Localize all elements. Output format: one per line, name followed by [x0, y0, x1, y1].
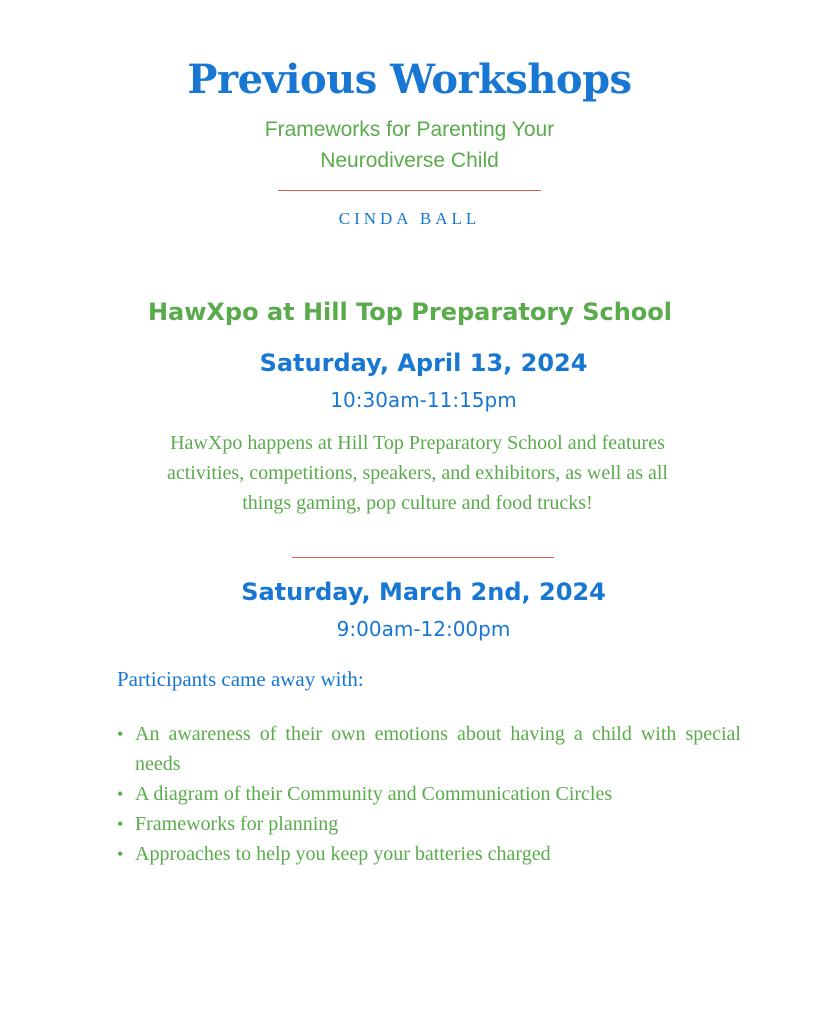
event-1-description [110, 428, 725, 518]
bullet-dot-icon: • [117, 724, 124, 744]
list-item [117, 779, 741, 809]
outcome-text: A diagram of their Community and Communication Circles [135, 783, 613, 805]
workshop-subtitle [0, 114, 819, 176]
page-title: Previous Workshops [187, 56, 632, 103]
outcome-text: Approaches to help you keep your batteries charged [135, 843, 551, 865]
outcome-text: An awareness of their own emotions about having a child with special needs [135, 723, 741, 775]
participants-intro: Participants came away with: [117, 667, 364, 691]
event-1-date: Saturday, April 13, 2024 [259, 349, 588, 377]
subtitle-line-1: Frameworks for Parenting Your [264, 118, 555, 141]
outcome-text: Frameworks for planning [135, 813, 339, 835]
event-2-date: Saturday, March 2nd, 2024 [241, 578, 606, 606]
event-venue-heading: HawXpo at Hill Top Preparatory School [147, 298, 673, 326]
author-name: CINDA BALL [338, 209, 481, 228]
section-divider [292, 557, 554, 558]
bullet-dot-icon: • [117, 814, 124, 834]
bullet-dot-icon: • [117, 844, 124, 864]
event-1-time: 10:30am-11:15pm [330, 388, 517, 412]
description-line: HawXpo happens at Hill Top Preparatory School and features [170, 432, 665, 454]
bullet-dot-icon: • [117, 784, 124, 804]
description-line: activities, competitions, speakers, and exhibitors, as well as all [167, 462, 668, 484]
description-line: things gaming, pop culture and food trucks! [242, 492, 593, 514]
list-item [117, 809, 741, 839]
outcomes-list [117, 719, 741, 869]
header-divider [278, 190, 541, 191]
list-item [117, 719, 741, 779]
subtitle-line-2: Neurodiverse Child [320, 149, 499, 172]
event-2-time: 9:00am-12:00pm [336, 617, 511, 641]
list-item [117, 839, 741, 869]
